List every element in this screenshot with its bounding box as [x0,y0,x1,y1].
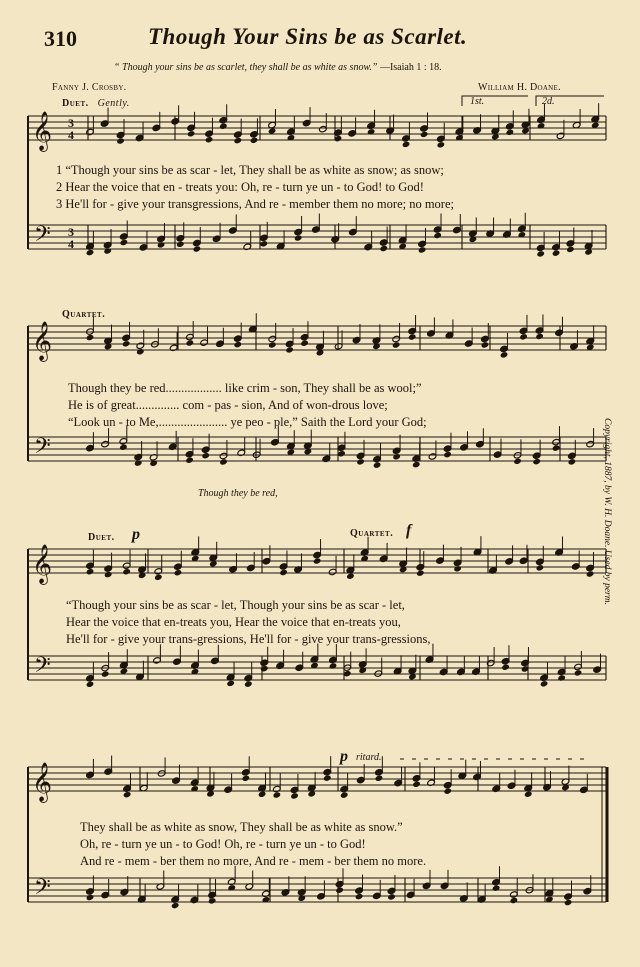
system-3-bass-note-head [244,680,253,687]
system-1-treble-note-head [187,130,196,137]
system-1-treble-note-head [420,131,429,138]
system-2-bass-note-head [219,458,228,465]
system-2-treble-note-head [500,351,509,358]
lyrics-s1-v1: 1 “Though your sins be as scar - let, They shall be as white as snow; as snow; [56,163,444,177]
first-ending-label: 1st. [470,96,485,107]
system-1-bass-note-head [103,247,112,254]
system-3-treble-note-head [536,564,545,571]
lyrics-s1-v2: 2 Hear the voice that en - treats you: Oh, re - turn ye un - to God! to God! [56,180,424,194]
system-2-bass-note-head [513,458,522,465]
system-4-bass-note-head [208,897,217,904]
lyrics-s2-v3: “Look un - to Me,...................... ye peo - ple,” Saith the Lord your God; [68,415,427,429]
system-3-bass-note-head [86,681,95,688]
system-3-bass-note-head [226,680,235,687]
system-4-bass-note-head [171,902,180,909]
system-3-treble-note-head [174,569,183,576]
system-4-treble-note-head [290,792,299,799]
system-2-treble-note-head [300,340,309,347]
system-1-bass-note-head [418,246,427,253]
treble-clef: 𝄞 [32,321,53,361]
system-2-treble-note-head [136,348,145,355]
system-3-treble-note-head [122,568,131,575]
system-4-treble-note-head [412,781,421,788]
system-1-treble-note-head [219,123,228,130]
system-2-treble-note-head [268,341,277,348]
system-1-bass-note-head [157,241,166,248]
system-2-bass-note-head [532,458,541,465]
system-4-treble-note-head [375,775,384,782]
system-1-treble-note-head [205,136,214,143]
system-4-treble-note-head [323,774,332,781]
system-3-treble-note-head [104,571,113,578]
system-3-bass-note-head [574,669,583,676]
system-4-treble-note-head [443,788,452,795]
system-2-bass-note-head [412,461,421,468]
bass-clef: 𝄢 [34,222,51,252]
system-3-treble-note-head [453,565,462,572]
system-3-treble-note-head [346,573,355,580]
system-2-treble-note-head [392,341,401,348]
system-4-bass-note-head [387,893,396,900]
system-1-bass-note-head [193,245,202,252]
system-4-treble-note-head [524,791,533,798]
system-4-bass-note-head [510,897,519,904]
system-3-bass-note-head [101,670,110,677]
system-4-treble-note-head [258,791,267,798]
system-1-treble-note-head [506,129,515,136]
treble-clef: 𝄞 [32,111,53,151]
lyrics-s2-v1: Though they be red.................. like crim - son, They shall be as wool;” [68,381,422,395]
lyrics-s4-v3: And re - mem - ber them no more, And re - mem - ber them no more. [80,854,427,868]
dynamic-f: f [406,522,412,539]
system-2-treble-note-head [519,333,528,340]
system-1-bass-note-head [379,245,388,252]
system-3-bass-note-head [501,664,510,671]
time-signature-bottom: 4 [68,128,74,142]
time-signature-top: 3 [68,225,74,239]
system-2-bass-note-head [373,461,382,468]
bass-clef: 𝄢 [34,875,51,905]
duet-mark-2: Duet. [88,532,115,543]
lyrics-s3-v3: He'll for - give your trans-gressions, He'll for - give your trans-gressions, [66,632,431,646]
system-2-bass-note-head [392,453,401,460]
system-4-treble-note-head [273,791,282,798]
system-4-bass-note-head [335,887,344,894]
system-1-treble-note-head [234,137,243,144]
system-2-treble-note-head [408,333,417,340]
lyrics-s1-v3: 3 He'll for - give your transgressions, And re - member them no more; no more; [56,197,454,211]
lyrics-s3-v2: Hear the voice that en-treats you, Hear the voice that en-treats you, [66,615,401,629]
lyrics-s4-v1: They shall be as white as snow, They shall be as white as snow.” [80,820,403,834]
system-2-bass-note-head [201,452,210,459]
system-2-bass-note-head [552,444,561,451]
system-2-treble-note-head [86,334,95,341]
system-2-bass-note-head [443,451,452,458]
epigraph-reference: —Isaiah 1 : 18. [379,62,442,73]
system-1-bass-note-head [120,239,129,246]
system-4-bass-note-head [86,894,95,901]
ritard-mark: ritard. [356,752,382,763]
system-3-treble-note-head [586,570,595,577]
system-4-treble-note-head [123,791,132,798]
system-1-bass-note-head [294,234,303,241]
system-2-bass-note-head [568,458,577,465]
system-1-bass-note-head [552,250,561,257]
lyrics-s4-v2: Oh, re - turn ye un - to God! Oh, re - turn ye un - to God! [80,837,366,851]
lyrics-s3-v1: “Though your sins be as scar - let, Though your sins be as scar - let, [66,598,405,612]
system-1-bass-note-head [433,232,442,239]
system-3-treble-note-head [154,574,163,581]
dynamic-p-1: p [132,526,140,543]
bass-clef: 𝄢 [34,653,51,683]
system-3-treble-note-head [313,557,322,564]
system-2-bass-note-head [356,458,365,465]
lyrics-s2-v2: He is of great.............. com - pas - sion, And of won-drous love; [68,398,388,412]
hymn-number: 310 [44,26,77,51]
duet-label: Duet. [62,98,89,109]
copyright-notice: Copyright, 1887, by W. H. Doane. Used by perm. [602,418,612,605]
system-2-treble-note-head [186,339,195,346]
quartet-mark-2: Quartet. [350,528,394,539]
author-credit: Fanny J. Crosby. [52,82,127,93]
system-1-bass-note-head [86,249,95,256]
epigraph-text: “ Though your sins be as scarlet, they shall be as white as snow.” [114,62,378,73]
system-3-treble-note-head [86,568,95,575]
hymn-title: Though Your Sins be as Scarlet. [148,24,468,49]
system-1-treble-note-head [402,141,411,148]
second-ending-label: 2d. [542,96,555,107]
system-1-bass-note-head [260,240,269,247]
system-4-bass-note-head [564,899,573,906]
time-signature-top: 3 [68,116,74,130]
system-4-bass-note-head [492,885,501,892]
system-3-bass-note-head [540,680,549,687]
system-2-treble-note-head [535,333,544,340]
system-1-treble-note-head [437,141,446,148]
system-4-treble-note-head [340,791,349,798]
system-2-treble-note-head [122,340,131,347]
system-2-treble-note-head [481,341,490,348]
system-2-treble-note-head [234,341,243,348]
bass-clef: 𝄢 [34,434,51,464]
system-4-bass-note-head [355,893,364,900]
system-1-bass-note-head [176,241,185,248]
system-3-bass-note-head [329,662,338,669]
system-3-treble-note-head [416,570,425,577]
system-3-bass-note-head [557,674,566,681]
system-1-bass-note-head [536,250,545,257]
quartet-mark-1: Quartet. [62,309,106,320]
time-signature-bottom: 4 [68,237,74,251]
duet-mark-1 [62,98,130,109]
system-1-treble-note-head [250,137,259,144]
composer-credit: William H. Doane. [478,82,561,93]
system-2-treble-note-head [285,346,294,353]
treble-clef: 𝄞 [32,762,53,802]
system-2-bass-note-head [185,457,194,464]
tempo-gently: Gently. [97,98,130,109]
system-2-bass-note-head [119,444,128,451]
treble-clef: 𝄞 [32,544,53,584]
bass-cue: Though they be red, [198,488,278,499]
system-3-bass-note-head [260,665,269,672]
system-3-treble-note-head [279,569,288,576]
dynamic-p-2: p [340,748,348,765]
system-1-treble-note-head [116,137,125,144]
system-4-treble-note-head [242,775,251,782]
system-1-bass-note-head [566,246,575,253]
